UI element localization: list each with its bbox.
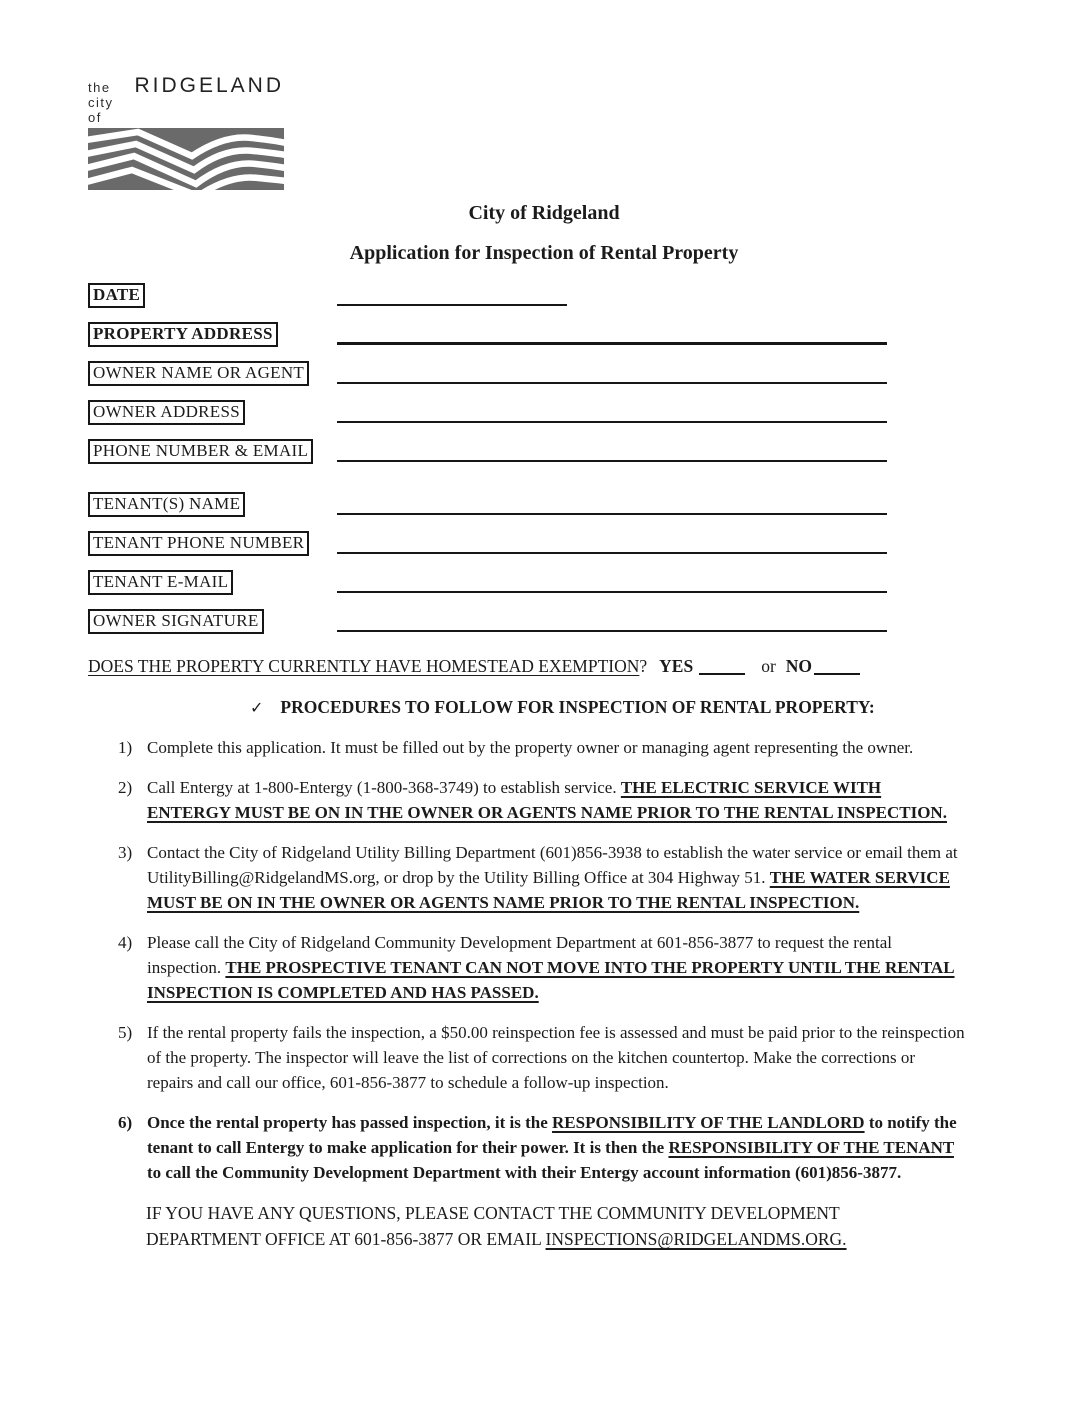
homestead-yes-blank[interactable]	[699, 670, 745, 675]
item-text	[147, 930, 965, 1005]
ridgeland-waves-icon	[88, 128, 284, 190]
item-text: If the rental property fails the inspection, a $50.00 reinspection fee is assessed and must be paid prior to the reinspection of the property. The inspector will leave the list of corrections on the kitchen countertop. Make the corrections or repairs and call our office, 601-856-3877 to schedule a follow-up inspection.	[147, 1023, 965, 1092]
tenant-phone-fill-line[interactable]	[337, 552, 887, 554]
list-item-6	[118, 1110, 1088, 1185]
field-label-owner-name: OWNER NAME OR AGENT	[88, 361, 309, 386]
contact-text: IF YOU HAVE ANY QUESTIONS, PLEASE CONTACT THE COMMUNITY DEVELOPMENT DEPARTMENT OFFICE AT 601-856-3877 OR EMAIL	[146, 1203, 840, 1249]
city-logo	[88, 74, 284, 190]
item-text-bold: Once the rental property has passed inspection, it is the	[147, 1113, 553, 1132]
field-label-tenant-email: TENANT E-MAIL	[88, 570, 233, 595]
item-text-underlined: RESPONSIBILITY OF THE LANDLORD	[552, 1113, 865, 1132]
item-number: 3)	[118, 843, 133, 862]
homestead-question-mark: ?	[639, 656, 648, 676]
field-row-owner-signature	[88, 608, 1088, 634]
field-row-tenant-email	[88, 569, 1088, 595]
page-title: City of Ridgeland	[468, 202, 620, 224]
field-row-owner-name	[88, 360, 1088, 386]
item-number: 4)	[118, 933, 133, 952]
field-label-property-address: PROPERTY ADDRESS	[88, 322, 278, 347]
item-text-bold: to notify the tenant to call Entergy to make application for their power. It is then the	[147, 1113, 957, 1157]
item-text-bold: to call the Community Development Department with their Entergy account information (601)856-3877.	[147, 1163, 902, 1182]
item-text-normal: Contact the City of Ridgeland Utility Billing Department (601)856-3938 to establish the water service or email them at UtilityBilling@RidgelandMS.org, or drop by the Utility Billing Office at 304 Highway 51.	[147, 843, 958, 887]
list-item-3	[118, 840, 1088, 915]
homestead-no-label: NO	[785, 656, 813, 676]
field-label-owner-address: OWNER ADDRESS	[88, 400, 245, 425]
item-number: 2)	[118, 778, 133, 797]
procedures-heading-row	[250, 697, 1088, 718]
list-item-4	[118, 930, 1088, 1005]
field-row-tenant-phone	[88, 530, 1088, 556]
field-row-owner-address	[88, 399, 1088, 425]
homestead-no-blank[interactable]	[814, 670, 860, 675]
tenant-email-fill-line[interactable]	[337, 591, 887, 593]
field-label-owner-signature: OWNER SIGNATURE	[88, 609, 264, 634]
item-text-normal: Please call the City of Ridgeland Community Development Department at 601-856-3877 to request the rental inspection.	[147, 933, 892, 977]
homestead-yes-label: YES	[659, 656, 694, 676]
phone-email-fill-line[interactable]	[337, 460, 887, 462]
owner-address-fill-line[interactable]	[337, 421, 887, 423]
item-text	[147, 1110, 965, 1185]
field-label-date: DATE	[88, 283, 145, 308]
owner-signature-fill-line[interactable]	[337, 630, 887, 632]
item-text	[147, 840, 965, 915]
item-text-emphasis: THE WATER SERVICE MUST BE ON IN THE OWNER OR AGENTS NAME PRIOR TO THE RENTAL INSPECTION.	[147, 868, 950, 912]
list-item-5	[118, 1020, 1088, 1095]
owner-name-fill-line[interactable]	[337, 382, 887, 384]
list-item-1	[118, 735, 1088, 760]
item-number: 6)	[118, 1113, 133, 1132]
homestead-or-label: or	[761, 656, 776, 676]
check-icon: ✓	[250, 698, 264, 717]
date-fill-line[interactable]	[337, 304, 567, 306]
procedures-heading: PROCEDURES TO FOLLOW FOR INSPECTION OF RENTAL PROPERTY:	[280, 697, 875, 717]
list-item-2	[118, 775, 1088, 825]
field-row-phone-email	[88, 438, 1088, 464]
item-text-normal: Call Entergy at 1-800-Entergy (1-800-368-3749) to establish service.	[147, 778, 621, 797]
page-subtitle: Application for Inspection of Rental Property	[349, 242, 739, 264]
field-row-date	[88, 282, 1088, 308]
field-label-tenant-phone: TENANT PHONE NUMBER	[88, 531, 309, 556]
property-address-fill-line[interactable]	[337, 342, 887, 345]
homestead-question: DOES THE PROPERTY CURRENTLY HAVE HOMESTEAD EXEMPTION	[88, 656, 640, 676]
field-row-property-address	[88, 321, 1088, 347]
logo-city-name: RIDGELAND	[134, 74, 284, 97]
field-label-phone-email: PHONE NUMBER & EMAIL	[88, 439, 313, 464]
logo-text	[88, 74, 284, 125]
tenant-name-fill-line[interactable]	[337, 513, 887, 515]
contact-paragraph	[146, 1200, 946, 1252]
contact-email: INSPECTIONS@RIDGELANDMS.ORG.	[545, 1229, 847, 1249]
item-text-emphasis: THE PROSPECTIVE TENANT CAN NOT MOVE INTO THE PROPERTY UNTIL THE RENTAL INSPECTION IS COMPLETED AND HAS PASSED.	[147, 958, 955, 1002]
field-row-tenant-name	[88, 491, 1088, 517]
logo-tagline: the city of	[88, 80, 114, 125]
procedures-list	[118, 735, 1088, 1185]
item-text-underlined: RESPONSIBILITY OF THE TENANT	[668, 1138, 954, 1157]
item-number: 1)	[118, 738, 133, 757]
item-number: 5)	[118, 1023, 133, 1042]
homestead-question-row	[88, 656, 1088, 677]
form-fields	[88, 282, 1088, 634]
item-text: Complete this application. It must be filled out by the property owner or managing agent representing the owner.	[147, 738, 914, 757]
item-text	[147, 775, 965, 825]
field-label-tenant-name: TENANT(S) NAME	[88, 492, 245, 517]
item-text-emphasis: THE ELECTRIC SERVICE WITH ENTERGY MUST BE ON IN THE OWNER OR AGENTS NAME PRIOR TO THE RENTAL INSPECTION.	[147, 778, 947, 822]
